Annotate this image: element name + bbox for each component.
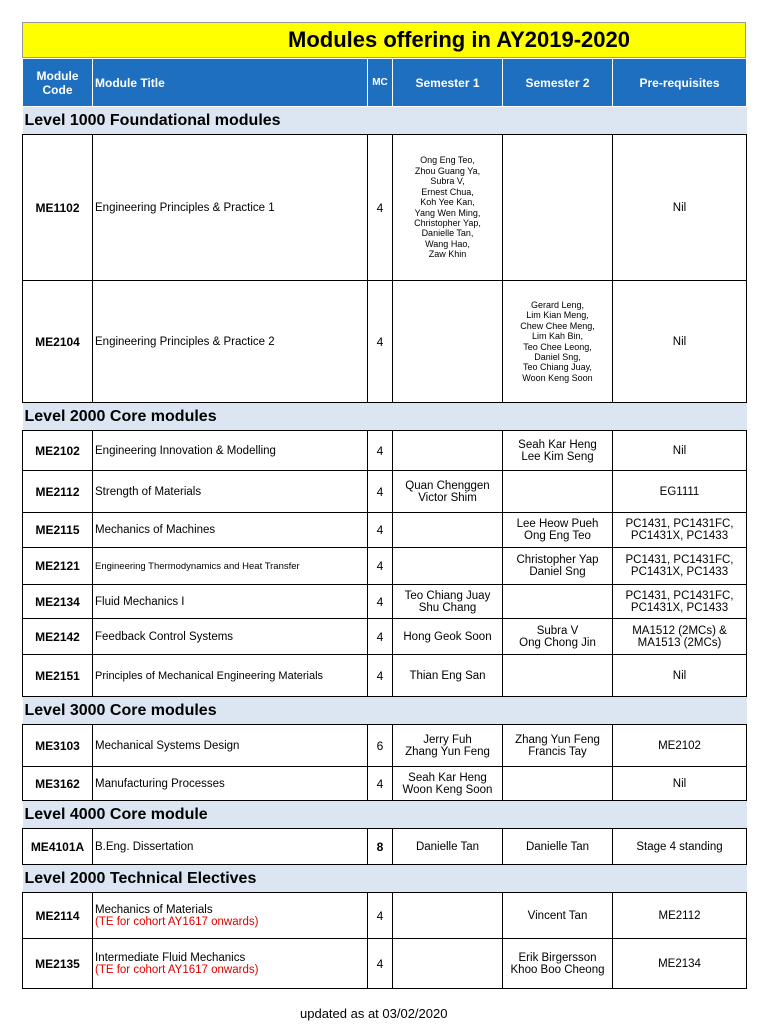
- module-title: Mechanics of Materials: [95, 903, 213, 916]
- semester1-staff: [393, 548, 503, 585]
- table-row: [23, 655, 747, 697]
- prerequisites: Nil: [613, 767, 747, 801]
- module-title: Mechanical Systems Design: [93, 725, 368, 767]
- section-row: [23, 865, 747, 893]
- section-title: Level 2000 Core modules: [23, 403, 747, 431]
- prerequisites: Nil: [613, 431, 747, 471]
- semester2-staff: Erik Birgersson Khoo Boo Cheong: [503, 939, 613, 989]
- module-code: ME2115: [23, 513, 93, 548]
- module-mc: 4: [368, 655, 393, 697]
- table-row: [23, 619, 747, 655]
- module-mc: 4: [368, 939, 393, 989]
- module-code: ME2104: [23, 281, 93, 403]
- module-mc: 8: [368, 829, 393, 865]
- module-mc: 4: [368, 548, 393, 585]
- prerequisites: PC1431, PC1431FC, PC1431X, PC1433: [613, 513, 747, 548]
- module-title: Fluid Mechanics I: [93, 585, 368, 619]
- module-code: ME4101A: [23, 829, 93, 865]
- section-row: [23, 403, 747, 431]
- section-title: Level 1000 Foundational modules: [23, 107, 747, 135]
- prerequisites: Nil: [613, 655, 747, 697]
- table-row: [23, 893, 747, 939]
- modules-table: [22, 58, 747, 989]
- module-code: ME2112: [23, 471, 93, 513]
- prerequisites: Stage 4 standing: [613, 829, 747, 865]
- prerequisites: ME2112: [613, 893, 747, 939]
- semester1-staff: [393, 513, 503, 548]
- header-code: Module Code: [23, 59, 93, 107]
- module-title-cell: [93, 893, 368, 939]
- header-title: Module Title: [93, 59, 368, 107]
- semester2-staff: Zhang Yun Feng Francis Tay: [503, 725, 613, 767]
- module-title: Mechanics of Machines: [93, 513, 368, 548]
- module-mc: 4: [368, 767, 393, 801]
- semester2-staff: Christopher Yap Daniel Sng: [503, 548, 613, 585]
- updated-note: updated as at 03/02/2020: [300, 1006, 448, 1021]
- table-row: [23, 767, 747, 801]
- table-row: [23, 548, 747, 585]
- module-title: Feedback Control Systems: [93, 619, 368, 655]
- semester1-staff: [393, 281, 503, 403]
- module-code: ME2102: [23, 431, 93, 471]
- module-code: ME2134: [23, 585, 93, 619]
- semester2-staff: [503, 585, 613, 619]
- table-row: [23, 281, 747, 403]
- module-sheet: [22, 22, 746, 989]
- table-row: [23, 939, 747, 989]
- section-row: [23, 107, 747, 135]
- module-title: Engineering Thermodynamics and Heat Transfer: [93, 548, 368, 585]
- semester1-staff: Hong Geok Soon: [393, 619, 503, 655]
- module-title: B.Eng. Dissertation: [93, 829, 368, 865]
- semester2-staff: [503, 767, 613, 801]
- header-mc: MC: [368, 59, 393, 107]
- semester2-staff: [503, 655, 613, 697]
- section-title: Level 4000 Core module: [23, 801, 747, 829]
- table-row: [23, 829, 747, 865]
- module-note: (TE for cohort AY1617 onwards): [95, 963, 259, 976]
- module-note: (TE for cohort AY1617 onwards): [95, 915, 259, 928]
- semester2-staff: Danielle Tan: [503, 829, 613, 865]
- semester1-staff: Danielle Tan: [393, 829, 503, 865]
- module-title-cell: [93, 939, 368, 989]
- semester2-staff: Vincent Tan: [503, 893, 613, 939]
- section-title: Level 3000 Core modules: [23, 697, 747, 725]
- module-mc: 4: [368, 135, 393, 281]
- section-row: [23, 801, 747, 829]
- module-title: Engineering Principles & Practice 1: [93, 135, 368, 281]
- prerequisites: MA1512 (2MCs) & MA1513 (2MCs): [613, 619, 747, 655]
- table-row: [23, 513, 747, 548]
- module-mc: 4: [368, 513, 393, 548]
- header-sem1: Semester 1: [393, 59, 503, 107]
- header-row: [23, 59, 747, 107]
- module-mc: 4: [368, 619, 393, 655]
- module-mc: 4: [368, 585, 393, 619]
- semester2-staff: [503, 135, 613, 281]
- semester1-staff: Teo Chiang Juay Shu Chang: [393, 585, 503, 619]
- module-mc: 4: [368, 893, 393, 939]
- prerequisites: PC1431, PC1431FC, PC1431X, PC1433: [613, 585, 747, 619]
- module-mc: 4: [368, 281, 393, 403]
- prerequisites: EG1111: [613, 471, 747, 513]
- semester1-staff: [393, 431, 503, 471]
- module-code: ME1102: [23, 135, 93, 281]
- semester1-staff: Thian Eng San: [393, 655, 503, 697]
- semester1-staff: Ong Eng Teo, Zhou Guang Ya, Subra V, Ernest Chua, Koh Yee Kan, Yang Wen Ming, Christopher Yap, Danielle Tan, Wang Hao, Zaw Khin: [393, 135, 503, 281]
- prerequisites: ME2134: [613, 939, 747, 989]
- module-title: Engineering Principles & Practice 2: [93, 281, 368, 403]
- prerequisites: ME2102: [613, 725, 747, 767]
- module-title: Manufacturing Processes: [93, 767, 368, 801]
- prerequisites: Nil: [613, 135, 747, 281]
- prerequisites: PC1431, PC1431FC, PC1431X, PC1433: [613, 548, 747, 585]
- header-prereq: Pre-requisites: [613, 59, 747, 107]
- table-row: [23, 725, 747, 767]
- module-code: ME2121: [23, 548, 93, 585]
- section-title: Level 2000 Technical Electives: [23, 865, 747, 893]
- semester2-staff: Subra V Ong Chong Jin: [503, 619, 613, 655]
- table-row: [23, 431, 747, 471]
- semester1-staff: Jerry Fuh Zhang Yun Feng: [393, 725, 503, 767]
- module-code: ME3162: [23, 767, 93, 801]
- module-mc: 4: [368, 471, 393, 513]
- module-title: Principles of Mechanical Engineering Materials: [93, 655, 368, 697]
- module-title: Strength of Materials: [93, 471, 368, 513]
- semester1-staff: Quan Chenggen Victor Shim: [393, 471, 503, 513]
- semester1-staff: Seah Kar Heng Woon Keng Soon: [393, 767, 503, 801]
- prerequisites: Nil: [613, 281, 747, 403]
- module-title: Engineering Innovation & Modelling: [93, 431, 368, 471]
- semester2-staff: Seah Kar Heng Lee Kim Seng: [503, 431, 613, 471]
- semester1-staff: [393, 893, 503, 939]
- module-code: ME2142: [23, 619, 93, 655]
- module-code: ME2114: [23, 893, 93, 939]
- semester2-staff: Gerard Leng, Lim Kian Meng, Chew Chee Meng, Lim Kah Bin, Teo Chee Leong, Daniel Sng, Teo Chiang Juay, Woon Keng Soon: [503, 281, 613, 403]
- semester1-staff: [393, 939, 503, 989]
- semester2-staff: Lee Heow Pueh Ong Eng Teo: [503, 513, 613, 548]
- table-row: [23, 135, 747, 281]
- module-mc: 6: [368, 725, 393, 767]
- semester2-staff: [503, 471, 613, 513]
- header-sem2: Semester 2: [503, 59, 613, 107]
- module-mc: 4: [368, 431, 393, 471]
- page-title: Modules offering in AY2019-2020: [22, 22, 746, 58]
- table-row: [23, 471, 747, 513]
- module-title: Intermediate Fluid Mechanics: [95, 951, 246, 964]
- module-code: ME2135: [23, 939, 93, 989]
- table-row: [23, 585, 747, 619]
- section-row: [23, 697, 747, 725]
- module-code: ME3103: [23, 725, 93, 767]
- module-code: ME2151: [23, 655, 93, 697]
